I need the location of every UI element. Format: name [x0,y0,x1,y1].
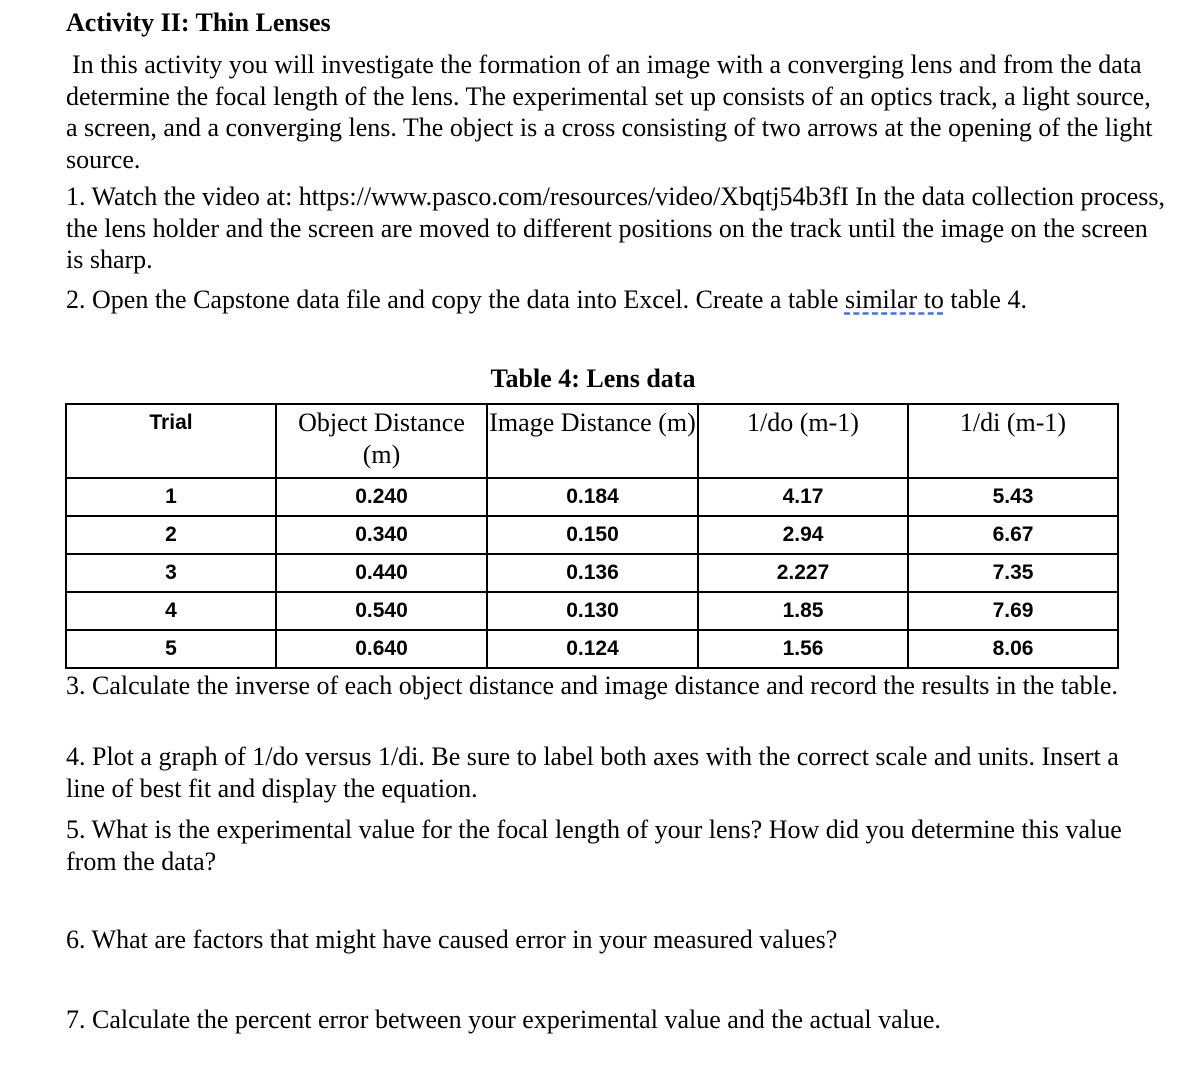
table-row [66,554,1118,592]
cell-image-distance: 0.184 [487,478,698,516]
step-7-paragraph: 7. Calculate the percent error between your experimental value and the actual value. [66,1005,941,1034]
header-object-distance: Object Distance (m) [276,404,487,478]
cell-image-distance: 0.150 [487,516,698,554]
table-caption: Table 4: Lens data [490,364,696,393]
step-2-text-after: table 4. [943,285,1027,314]
step-1-paragraph: 1. Watch the video at: https://www.pasco.com/resources/video/Xbqtj54b3fI In the data collection process, the lens holder and the screen are moved to different positions on the track until the image on the screen is sharp. [66,182,1166,274]
cell-inverse-do: 2.227 [698,554,908,592]
cell-inverse-do: 1.56 [698,630,908,668]
header-inverse-do: 1/do (m-1) [698,404,908,478]
cell-inverse-di: 6.67 [908,516,1118,554]
table-header-row [66,404,1118,478]
grammar-flagged-phrase: similar to [844,285,944,314]
cell-inverse-di: 5.43 [908,478,1118,516]
cell-trial: 1 [66,478,276,516]
cell-image-distance: 0.124 [487,630,698,668]
cell-image-distance: 0.136 [487,554,698,592]
cell-inverse-di: 8.06 [908,630,1118,668]
cell-inverse-di: 7.69 [908,592,1118,630]
cell-object-distance: 0.540 [276,592,487,630]
cell-trial: 3 [66,554,276,592]
step-2-paragraph [66,284,1156,316]
table-row [66,516,1118,554]
table-row [66,630,1118,668]
step-4-paragraph: 4. Plot a graph of 1/do versus 1/di. Be sure to label both axes with the correct scale and units. Insert a line of best fit and display the equation. [66,742,1119,803]
intro-paragraph: In this activity you will investigate the formation of an image with a converging lens and from the data determine the focal length of the lens. The experimental set up consists of an optics track, a light source, a screen, and a converging lens. The object is a cross consisting of two arrows at the opening of the light source. [66,50,1153,174]
step-2-text-before: 2. Open the Capstone data file and copy the data into Excel. Create a table [66,285,845,314]
table-row [66,478,1118,516]
cell-trial: 4 [66,592,276,630]
header-trial: Trial [66,404,276,478]
cell-inverse-do: 1.85 [698,592,908,630]
table-row [66,592,1118,630]
step-3-paragraph: 3. Calculate the inverse of each object distance and image distance and record the results in the table. [66,671,1118,700]
cell-object-distance: 0.240 [276,478,487,516]
cell-object-distance: 0.340 [276,516,487,554]
cell-inverse-do: 4.17 [698,478,908,516]
step-5-paragraph: 5. What is the experimental value for the focal length of your lens? How did you determine this value from the data? [66,815,1122,876]
cell-image-distance: 0.130 [487,592,698,630]
header-image-distance: Image Distance (m) [487,404,698,478]
cell-object-distance: 0.640 [276,630,487,668]
cell-trial: 5 [66,630,276,668]
cell-inverse-do: 2.94 [698,516,908,554]
lens-data-table [65,403,1119,669]
cell-inverse-di: 7.35 [908,554,1118,592]
cell-object-distance: 0.440 [276,554,487,592]
activity-heading: Activity II: Thin Lenses [66,8,331,37]
header-inverse-di: 1/di (m-1) [908,404,1118,478]
step-6-paragraph: 6. What are factors that might have caused error in your measured values? [66,925,838,954]
cell-trial: 2 [66,516,276,554]
